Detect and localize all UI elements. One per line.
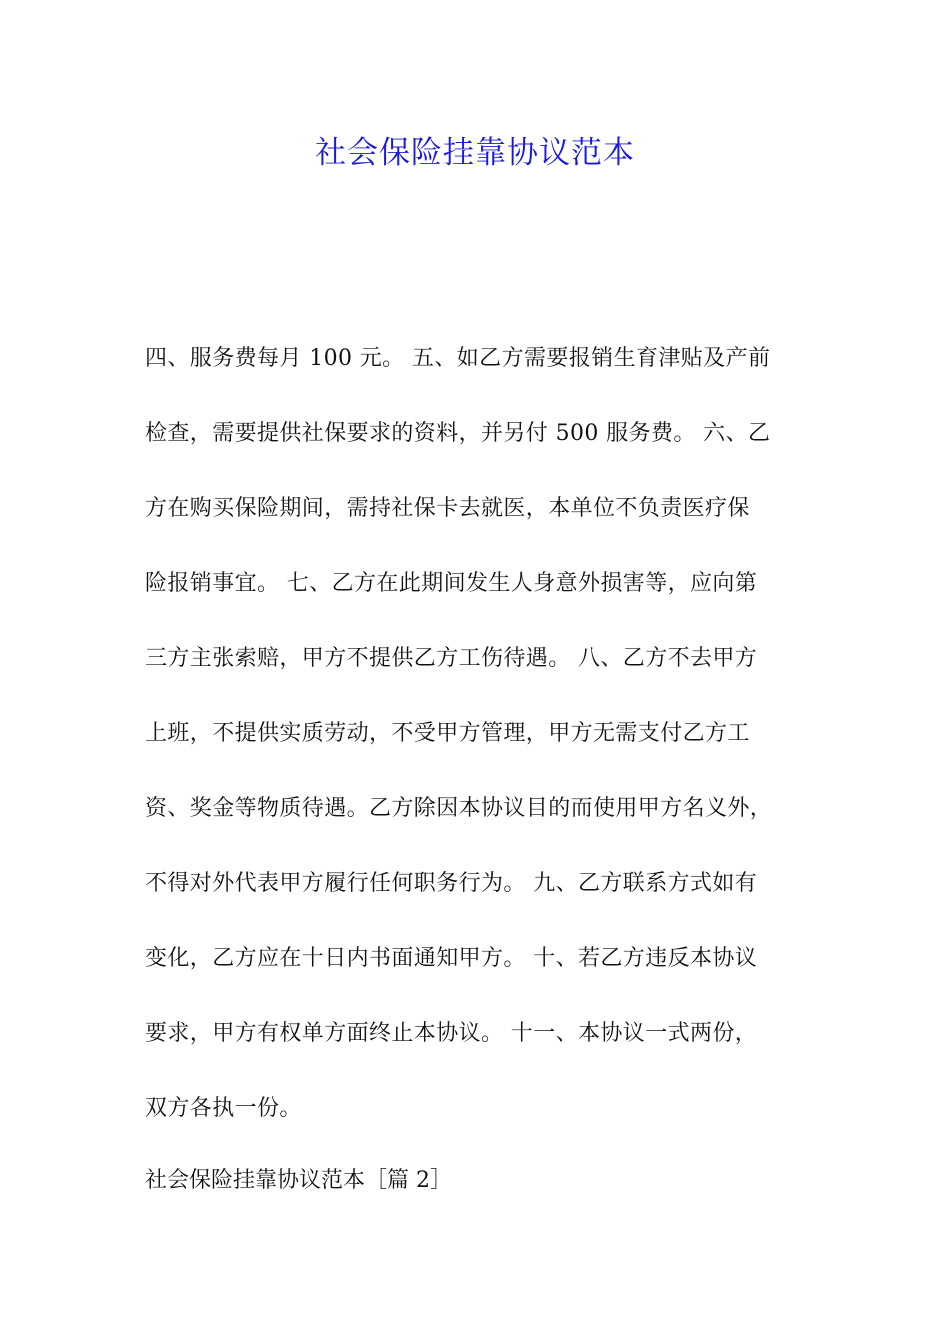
body-line: 方在购买保险期间，需持社保卡去就医，本单位不负责医疗保 xyxy=(145,496,750,521)
body-line: 要求，甲方有权单方面终止本协议。 十一、本协议一式两份， xyxy=(145,1021,758,1046)
body-line: 不得对外代表甲方履行任何职务行为。 九、乙方联系方式如有 xyxy=(145,871,758,896)
document-title: 社会保险挂靠协议范本 xyxy=(315,135,635,171)
body-line: 检查，需要提供社保要求的资料，并另付 500 服务费。 六、乙 xyxy=(145,421,771,446)
body-line: 上班，不提供实质劳动，不受甲方管理，甲方无需支付乙方工 xyxy=(145,721,750,746)
next-section-heading: 社会保险挂靠协议范本［篇 2］ xyxy=(145,1168,452,1193)
body-line: 资、奖金等物质待遇。乙方除因本协议目的而使用甲方名义外， xyxy=(145,796,773,821)
body-line: 变化，乙方应在十日内书面通知甲方。 十、若乙方违反本协议 xyxy=(145,946,758,971)
body-line: 险报销事宜。 七、乙方在此期间发生人身意外损害等，应向第 xyxy=(145,571,758,596)
body-line: 双方各执一份。 xyxy=(145,1096,302,1121)
document-body xyxy=(145,336,825,1161)
body-line: 三方主张索赔，甲方不提供乙方工伤待遇。 八、乙方不去甲方 xyxy=(145,646,758,671)
body-line: 四、服务费每月 100 元。 五、如乙方需要报销生育津贴及产前 xyxy=(145,346,771,371)
